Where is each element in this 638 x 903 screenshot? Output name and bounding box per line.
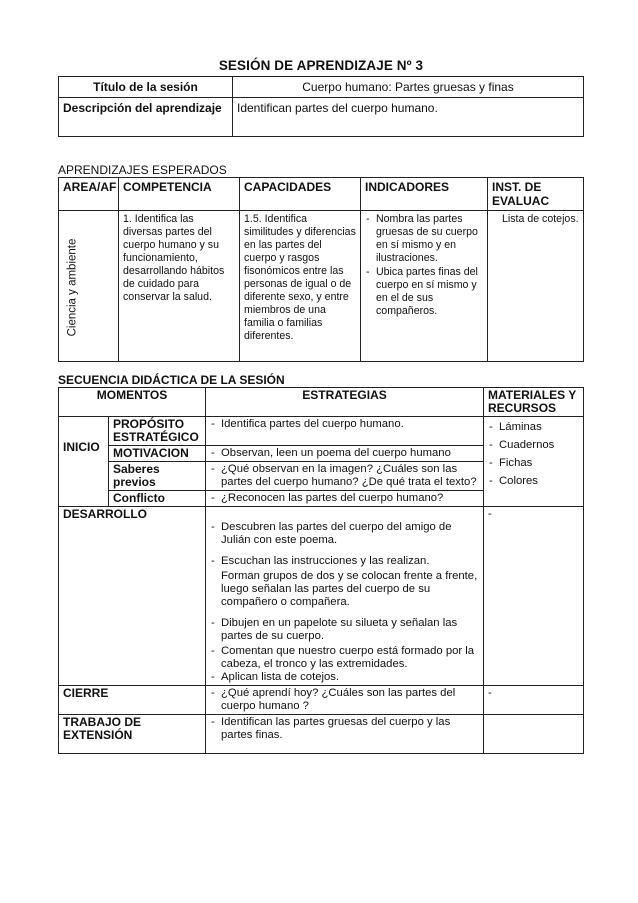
inicio-materiales-list: [488, 418, 579, 490]
extension-materiales: [484, 715, 584, 754]
col-momentos: MOMENTOS: [59, 388, 206, 417]
desarrollo-materiales: -: [484, 507, 584, 686]
desarrollo-item: - Aplican lista de cotejos.: [210, 671, 479, 684]
col-estrategias: ESTRATEGIAS: [206, 388, 484, 417]
material-item: - Cuadernos: [488, 436, 579, 454]
col-materiales: MATERIALES Y RECURSOS: [484, 388, 584, 417]
saberes-label: Saberes previos: [109, 462, 206, 491]
desarrollo-item: - Dibujen en un papelote su silueta y señalan las partes de su cuerpo.: [210, 617, 479, 643]
descripcion-label: Descripción del aprendizaje: [59, 98, 233, 137]
extension-label: TRABAJO DE EXTENSIÓN: [59, 715, 206, 754]
motivacion-label: MOTIVACION: [109, 446, 206, 462]
secuencia-label: SECUENCIA DIDÁCTICA DE LA SESIÓN: [58, 373, 285, 387]
desarrollo-item: - Descubren las partes del cuerpo del amigo de Julián con este poema.: [210, 521, 479, 547]
material-item: - Fichas: [488, 454, 579, 472]
indicadores-list: [365, 213, 483, 318]
extension-text: - Identifican las partes gruesas del cuerpo y las partes finas.: [210, 716, 479, 742]
aprendizajes-table: [58, 177, 584, 362]
competencia-value: 1. Identifica las diversas partes del cuerpo humano y su funcionamiento, desarrollando hábitos de cuidado para conservar la salud.: [119, 211, 240, 362]
session-title: SESIÓN DE APRENDIZAJE Nº 3: [218, 58, 424, 73]
instrumento-value: Lista de cotejos.: [488, 211, 584, 362]
inicio-label: INICIO: [59, 417, 109, 507]
motivacion-text: - Observan, leen un poema del cuerpo humano: [210, 447, 479, 460]
desarrollo-item: Forman grupos de dos y se colocan frente a frente, luego señalan las partes del cuerpo de su compañero o compañera.: [221, 570, 478, 608]
saberes-text: - ¿Qué observan en la imagen? ¿Cuáles son las partes del cuerpo humano? ¿De qué trata el texto?: [210, 463, 479, 489]
indicador-item: - Ubica partes finas del cuerpo en sí mismo y en el de sus compañeros.: [365, 266, 483, 318]
conflicto-label: Conflicto: [109, 491, 206, 507]
secuencia-table: [58, 387, 584, 754]
material-item: - Colores: [488, 472, 579, 490]
cierre-text: - ¿Qué aprendí hoy? ¿Cuáles son las partes del cuerpo humano ?: [210, 687, 479, 713]
desarrollo-item: - Comentan que nuestro cuerpo está formado por la cabeza, el tronco y las extremidades.: [210, 645, 479, 671]
col-area: AREA/AF: [59, 178, 119, 211]
titulo-label: Título de la sesión: [59, 77, 233, 98]
titulo-value: Cuerpo humano: Partes gruesas y finas: [233, 77, 584, 98]
col-competencia: COMPETENCIA: [119, 178, 240, 211]
col-indicadores: INDICADORES: [361, 178, 488, 211]
cierre-label: CIERRE: [59, 686, 206, 715]
capacidades-value: 1.5. Identifica similitudes y diferencias en las partes del cuerpo y rasgos fisonómicos entre las personas de igual o de diferente sexo, y entre miembros de una familia o familias diferentes.: [240, 211, 361, 362]
indicador-item: - Nombra las partes gruesas de su cuerpo en sí mismo y en ilustraciones.: [365, 213, 483, 265]
desarrollo-label: DESARROLLO: [59, 507, 206, 686]
desarrollo-item: - Escuchan las instrucciones y las realizan.: [210, 555, 479, 568]
material-item: - Láminas: [488, 418, 579, 436]
desarrollo-list: [210, 521, 479, 684]
col-capacidades: CAPACIDADES: [240, 178, 361, 211]
cierre-materiales: -: [484, 686, 584, 715]
area-value: Ciencia y ambiente: [66, 238, 79, 337]
session-info-table: [58, 76, 584, 137]
aprendizajes-label: APRENDIZAJES ESPERADOS: [58, 163, 227, 177]
proposito-label: PROPÓSITO ESTRATÉGICO: [109, 417, 206, 446]
conflicto-text: - ¿Reconocen las partes del cuerpo humano?: [210, 492, 479, 505]
proposito-text: - Identifica partes del cuerpo humano.: [210, 418, 479, 431]
col-instrumento: INST. DE EVALUAC: [488, 178, 584, 211]
descripcion-value: Identifican partes del cuerpo humano.: [233, 98, 584, 137]
